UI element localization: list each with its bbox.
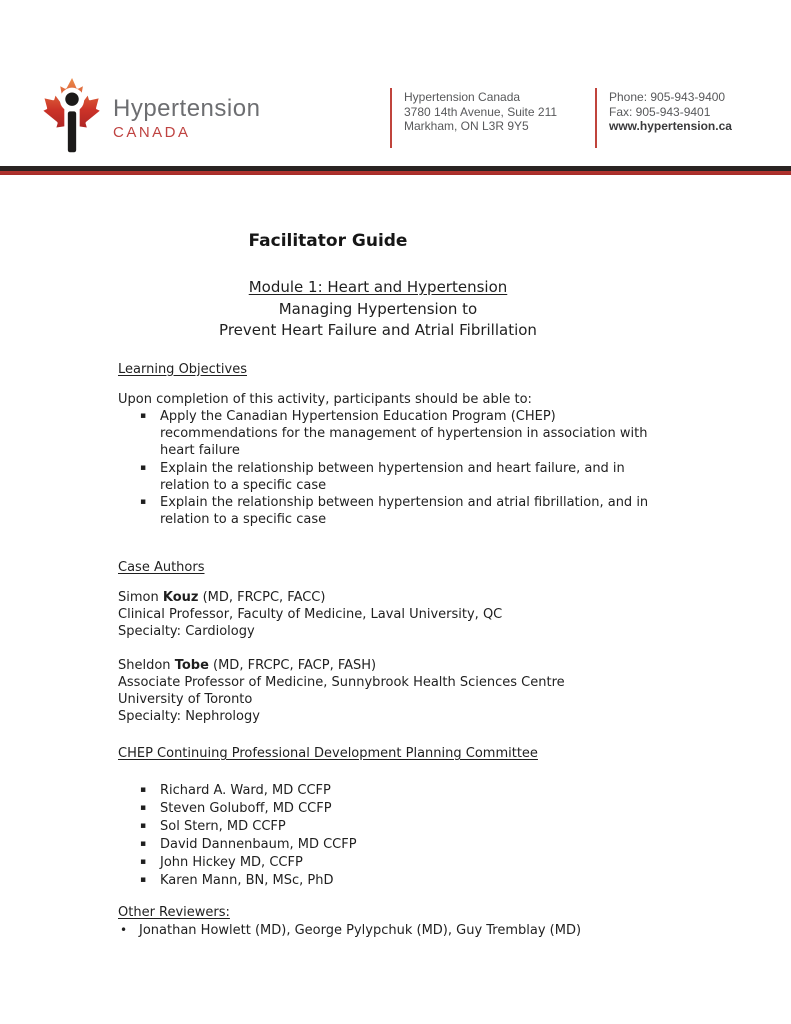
author-name-line: Simon Kouz (MD, FRCPC, FACC) [118,590,326,605]
author-entry [118,657,718,725]
page-title: Facilitator Guide [248,231,408,251]
list-item [118,872,718,890]
round-bullet-icon: • [120,922,128,937]
contact-block [595,88,769,148]
square-bullet-icon: ▪ [140,857,147,868]
committee-member: John Hickey MD, CCFP [160,855,303,871]
other-reviewers-names: Jonathan Howlett (MD), George Pylypchuk (MD), Guy Tremblay (MD) [139,922,582,938]
list-item [118,836,718,854]
other-reviewers-row [118,922,718,939]
author-detail-line: Associate Professor of Medicine, Sunnybrook Health Sciences Centre [118,675,565,690]
committee-heading: CHEP Continuing Professional Development Planning Committee [118,746,538,761]
square-bullet-icon: ▪ [140,803,147,814]
author-credentials: (MD, FRCPC, FACP, FASH) [208,658,377,673]
brand-text [113,96,260,142]
author-name-line: Sheldon Tobe (MD, FRCPC, FACP, FASH) [118,658,377,673]
list-item [118,494,718,528]
committee-list [118,782,718,890]
divider-red-band [0,171,791,175]
module-subtitle-line: Managing Hypertension to [278,299,478,318]
case-authors-list [118,589,718,725]
committee-member: Sol Stern, MD CCFP [160,819,286,835]
list-item-text: Apply the Canadian Hypertension Education Program (CHEP) recommendations for the management of hypertension in association with heart failure [160,409,648,458]
address-block [390,88,595,148]
case-authors-heading: Case Authors [118,560,205,575]
address-line: 3780 14th Avenue, Suite 211 [404,104,558,119]
other-reviewers-heading: Other Reviewers: [118,905,230,921]
learning-objectives-heading: Learning Objectives [118,361,247,377]
square-bullet-icon: ▪ [140,875,147,886]
phone-number: Phone: 905-943-9400 [609,90,726,104]
author-detail-line: Clinical Professor, Faculty of Medicine, Laval University, QC [118,607,503,622]
list-item-text: Explain the relationship between hypertension and atrial fibrillation, and in relation to a specific case [160,495,649,527]
committee-member: David Dannenbaum, MD CCFP [160,837,357,853]
module-heading: Module 1: Heart and Hypertension [248,278,508,296]
address-line: Hypertension Canada [404,90,521,104]
document-body [118,177,718,939]
square-bullet-icon: ▪ [140,462,147,473]
committee-member: Richard A. Ward, MD CCFP [160,783,331,798]
list-item [118,854,718,872]
author-surname: Tobe [174,658,209,673]
author-detail-line: Specialty: Nephrology [118,709,260,724]
list-item-text: Explain the relationship between hypertension and heart failure, and in relation to a specific case [160,460,625,493]
committee-member: Steven Goluboff, MD CCFP [160,801,332,817]
square-bullet-icon: ▪ [140,821,147,832]
module-title-block [118,277,638,342]
brand-country: CANADA [113,124,191,141]
address-line: Markham, ON L3R 9Y5 [404,119,529,133]
list-item [118,782,718,800]
website-url: www.hypertension.ca [609,119,732,133]
brand-logo [40,78,390,160]
brand-name: Hypertension [113,95,261,122]
author-entry [118,589,718,640]
learning-objectives-list [118,408,718,528]
square-bullet-icon: ▪ [140,497,147,507]
learning-objectives-intro: Upon completion of this activity, participants should be able to: [118,391,532,407]
square-bullet-icon: ▪ [140,411,147,421]
square-bullet-icon: ▪ [140,839,147,850]
list-item [118,408,718,459]
square-bullet-icon: ▪ [140,785,147,795]
header-divider [0,166,791,175]
fax-number: Fax: 905-943-9401 [609,104,711,119]
list-item [118,460,718,494]
committee-member: Karen Mann, BN, MSc, PhD [160,873,334,889]
letterhead [0,78,791,166]
author-detail-line: University of Toronto [118,692,253,707]
author-credentials: (MD, FRCPC, FACC) [198,590,326,605]
list-item [118,800,718,818]
author-surname: Kouz [162,590,199,605]
maple-leaf-person-icon [40,78,104,160]
list-item [118,818,718,836]
author-detail-line: Specialty: Cardiology [118,624,255,639]
module-subtitle-line: Prevent Heart Failure and Atrial Fibrillation [219,321,537,339]
